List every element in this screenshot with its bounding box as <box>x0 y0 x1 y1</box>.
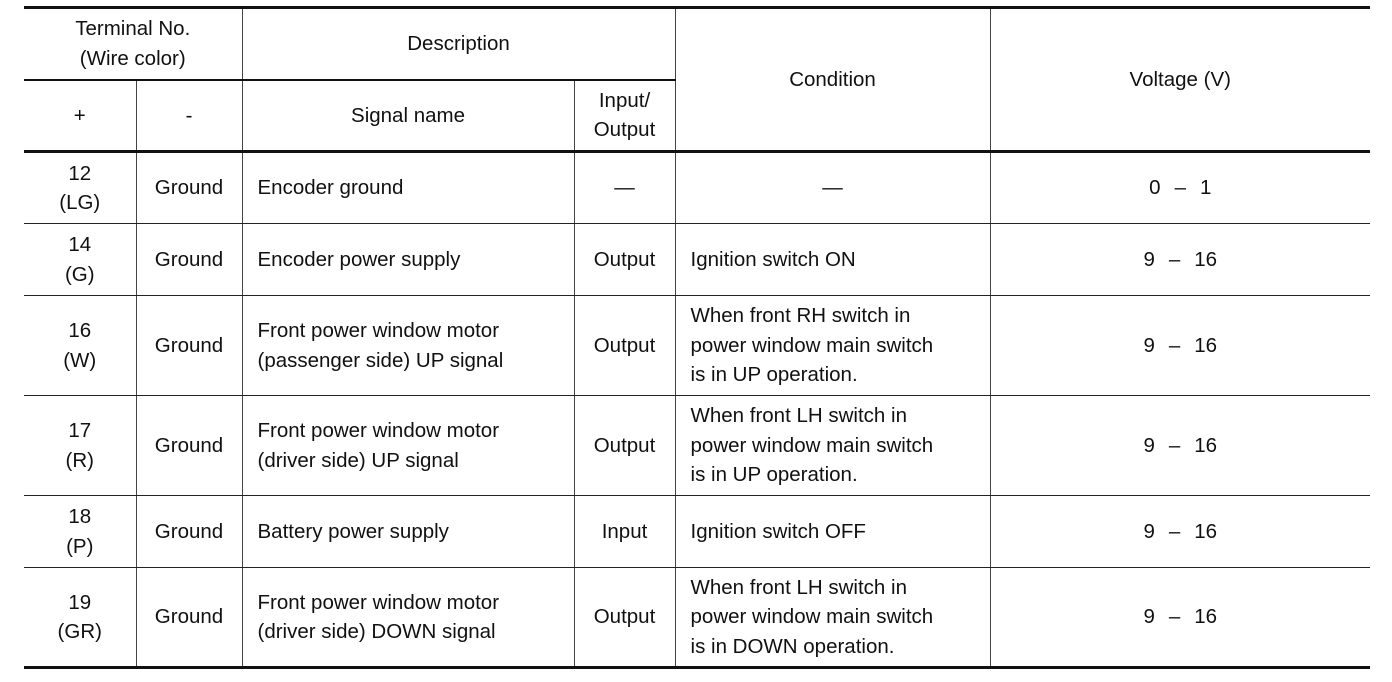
signal-name-header: Signal name <box>242 80 574 152</box>
signal-name-cell: Encoder ground <box>242 152 574 224</box>
input-output-cell: Output <box>574 224 675 296</box>
plus-terminal-cell: 16 (W) <box>24 296 136 396</box>
input-output-cell: Output <box>574 568 675 668</box>
voltage-cell <box>990 568 1370 668</box>
voltage-low: 9 <box>1143 519 1155 543</box>
minus-terminal-cell: Ground <box>136 152 242 224</box>
condition-cell: Ignition switch ON <box>675 224 990 296</box>
signal-name-cell: Battery power supply <box>242 496 574 568</box>
condition-cell: Ignition switch OFF <box>675 496 990 568</box>
plus-terminal-cell: 17 (R) <box>24 396 136 496</box>
voltage-separator: – <box>1174 176 1186 200</box>
voltage-low: 9 <box>1143 605 1155 629</box>
plus-terminal-cell: 12 (LG) <box>24 152 136 224</box>
signal-name-cell: Encoder power supply <box>242 224 574 296</box>
table-row <box>24 224 1370 296</box>
voltage-low: 9 <box>1143 333 1155 357</box>
minus-terminal-cell: Ground <box>136 568 242 668</box>
table-row <box>24 296 1370 396</box>
plus-terminal-cell: 19 (GR) <box>24 568 136 668</box>
voltage-high: 16 <box>1194 605 1218 629</box>
signal-name-cell: Front power window motor (driver side) DOWN signal <box>242 568 574 668</box>
minus-terminal-cell: Ground <box>136 396 242 496</box>
terminal-spec-table <box>24 6 1370 669</box>
voltage-high: 16 <box>1194 433 1218 457</box>
voltage-cell <box>990 296 1370 396</box>
plus-terminal-cell: 14 (G) <box>24 224 136 296</box>
voltage-cell <box>990 396 1370 496</box>
plus-terminal-cell: 18 (P) <box>24 496 136 568</box>
voltage-cell <box>990 224 1370 296</box>
table-row <box>24 152 1370 224</box>
description-header: Description <box>242 8 675 80</box>
voltage-separator: – <box>1168 605 1181 629</box>
table-row <box>24 496 1370 568</box>
voltage-header: Voltage (V) <box>990 8 1370 152</box>
voltage-high: 16 <box>1194 333 1218 357</box>
input-output-cell: — <box>574 152 675 224</box>
voltage-separator: – <box>1168 333 1181 357</box>
header-row-1 <box>24 8 1370 80</box>
condition-header: Condition <box>675 8 990 152</box>
voltage-separator: – <box>1168 247 1181 271</box>
voltage-low: 0 <box>1149 176 1161 200</box>
condition-cell: — <box>675 152 990 224</box>
table-row <box>24 396 1370 496</box>
voltage-high: 16 <box>1194 519 1218 543</box>
voltage-separator: – <box>1168 519 1181 543</box>
minus-terminal-cell: Ground <box>136 496 242 568</box>
table-header <box>24 8 1370 152</box>
condition-cell: When front RH switch in power window main switch is in UP operation. <box>675 296 990 396</box>
input-output-cell: Output <box>574 296 675 396</box>
signal-name-cell: Front power window motor (driver side) UP signal <box>242 396 574 496</box>
minus-terminal-header: - <box>136 80 242 152</box>
condition-cell: When front LH switch in power window main switch is in UP operation. <box>675 396 990 496</box>
voltage-cell <box>990 152 1370 224</box>
voltage-low: 9 <box>1143 247 1155 271</box>
plus-terminal-header: + <box>24 80 136 152</box>
signal-name-cell: Front power window motor (passenger side) UP signal <box>242 296 574 396</box>
voltage-separator: – <box>1168 433 1181 457</box>
table-body <box>24 152 1370 668</box>
condition-cell: When front LH switch in power window main switch is in DOWN operation. <box>675 568 990 668</box>
table-row <box>24 568 1370 668</box>
minus-terminal-cell: Ground <box>136 224 242 296</box>
voltage-high: 16 <box>1194 247 1218 271</box>
input-output-header: Input/ Output <box>574 80 675 152</box>
voltage-high: 1 <box>1199 176 1212 200</box>
input-output-cell: Input <box>574 496 675 568</box>
voltage-low: 9 <box>1143 433 1155 457</box>
voltage-cell <box>990 496 1370 568</box>
terminal-header: Terminal No. (Wire color) <box>24 8 242 80</box>
input-output-cell: Output <box>574 396 675 496</box>
minus-terminal-cell: Ground <box>136 296 242 396</box>
